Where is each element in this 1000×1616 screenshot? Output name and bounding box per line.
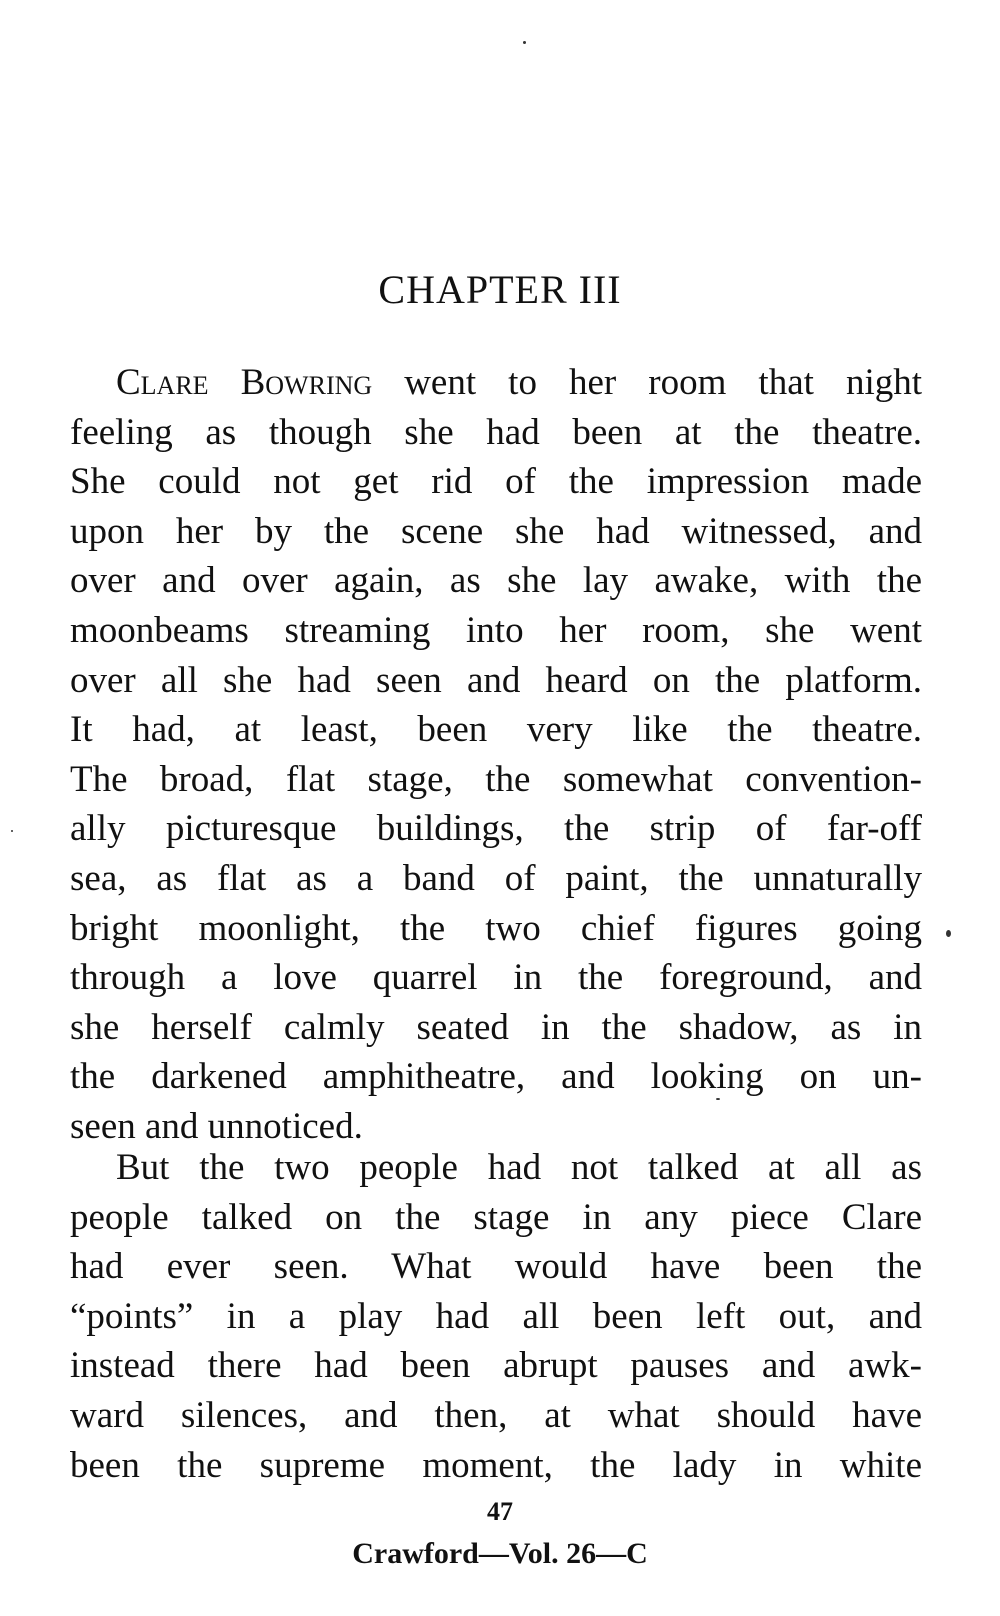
paragraph-line: The broad, flat stage, the somewhat convention- [70, 758, 922, 800]
paragraph-line: She could not get rid of the impression made [70, 461, 922, 503]
paragraph-line: over all she had seen and heard on the platform. [70, 659, 922, 701]
paragraph-line: she herself calmly seated in the shadow, as in [70, 1006, 922, 1048]
paragraph-line: ally picturesque buildings, the strip of far-off [70, 808, 922, 850]
paragraph-1 [70, 358, 922, 1152]
paragraph-line: Clare Bowring went to her room that night [116, 362, 922, 403]
paragraph-line: upon her by the scene she had witnessed, and [70, 510, 922, 552]
paragraph-line: over and over again, as she lay awake, with the [70, 560, 922, 602]
paragraph-line: ward silences, and then, at what should have [70, 1394, 922, 1436]
paragraph-line: sea, as flat as a band of paint, the unnaturally [70, 857, 922, 899]
paragraph-line: instead there had been abrupt pauses and awk- [70, 1345, 922, 1387]
paragraph-line: people talked on the stage in any piece Clare [70, 1196, 922, 1238]
paragraph-line: bright moonlight, the two chief figures going [70, 907, 922, 949]
scan-speck [523, 41, 526, 44]
lead-in-smallcaps: Clare Bowring [116, 362, 373, 403]
paragraph-line: through a love quarrel in the foreground, and [70, 957, 922, 999]
paragraph-line: It had, at least, been very like the theatre. [70, 709, 922, 751]
scan-speck [946, 930, 951, 937]
paragraph-line: had ever seen. What would have been the [70, 1246, 922, 1288]
paragraph-line: moonbeams streaming into her room, she went [70, 609, 922, 651]
scan-speck [716, 1098, 720, 1100]
page-number: 47 [487, 1497, 513, 1526]
paragraph-line: been the supreme moment, the lady in white [70, 1444, 922, 1486]
paragraph-line: But the two people had not talked at all as [116, 1147, 922, 1188]
paragraph-line: “points” in a play had all been left out, and [70, 1295, 922, 1337]
printer-signature: Crawford—Vol. 26—C [352, 1537, 648, 1570]
paragraph-line: seen and unnoticed. [70, 1105, 363, 1147]
paragraph-2 [70, 1143, 922, 1490]
scan-speck [11, 830, 13, 832]
chapter-heading: CHAPTER III [378, 267, 622, 312]
paragraph-line: feeling as though she had been at the theatre. [70, 411, 922, 453]
paragraph-line: the darkened amphitheatre, and looking on un- [70, 1056, 922, 1098]
